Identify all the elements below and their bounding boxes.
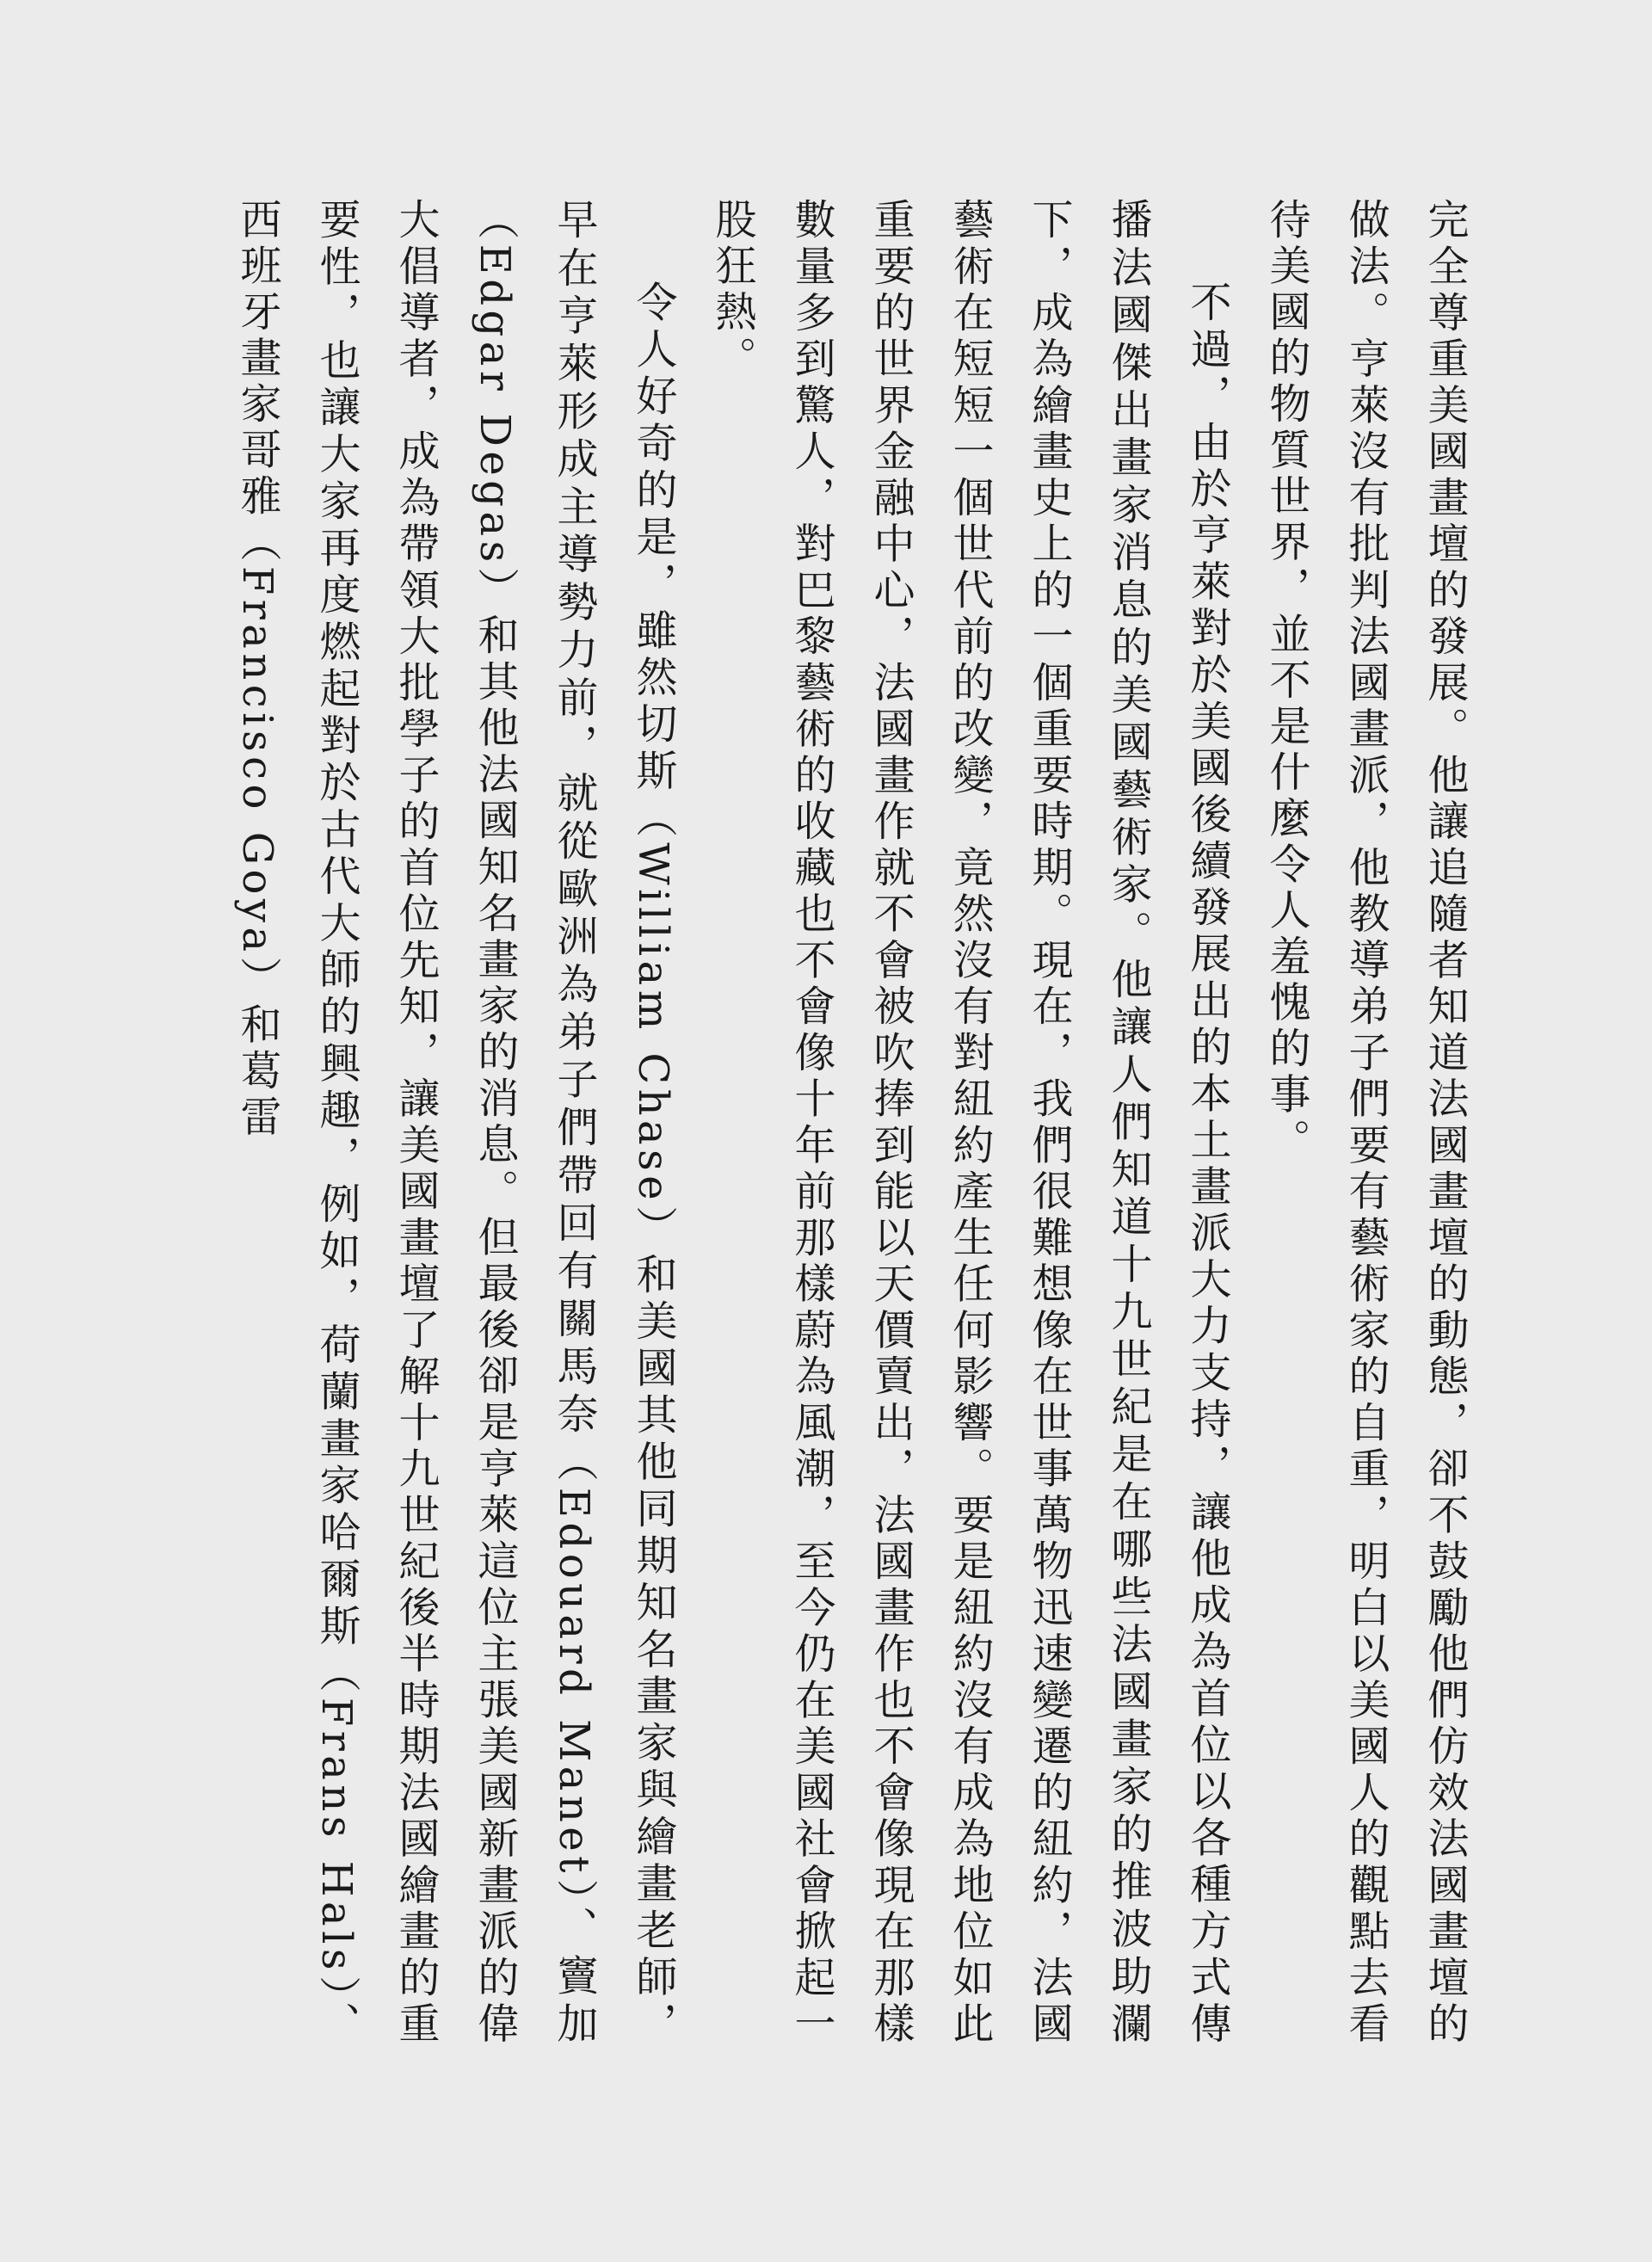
paragraph-1: 完全尊重美國畫壇的發展。他讓追隨者知道法國畫壇的動態，卻不鼓勵他們仿效法國畫壇的做法。亨萊沒有批判法國畫派，他教導弟子們要有藝術家的自重，明白以美國人的觀點去看待美國的物質世界，並不是什麼令人羞愧的事。 [1262, 198, 1469, 2048]
paragraph-3: 令人好奇的是，雖然切斯（William Chase）和美國其他同期知名畫家與繪畫老師，早在亨萊形成主導勢力前，就從歐洲為弟子們帶回有關馬奈（Edouard Manet）、竇加（Edgar Degas）和其他法國知名畫家的消息。但最後卻是亨萊這位主張美國新畫派的偉大倡導者，成為帶領大批學子的首位先知，讓美國畫壇了解十九世紀後半時期法國繪畫的重要性，也讓大家再度燃起對於古代大師的興趣，例如，荷蘭畫家哈爾斯（Frans Hals）、西班牙畫家哥雅（Francisco Goya）和葛雷 [233, 198, 677, 2048]
vertical-text-body [218, 198, 1484, 2048]
paragraph-2: 不過，由於亨萊對於美國後續發展出的本土畫派大力支持，讓他成為首位以各種方式傳播法國傑出畫家消息的美國藝術家。他讓人們知道十九世紀是在哪些法國畫家的推波助瀾下，成為繪畫史上的一個重要時期。現在，我們很難想像在世事萬物迅速變遷的紐約，法國藝術在短短一個世代前的改變，竟然沒有對紐約產生任何影響。要是紐約沒有成為地位如此重要的世界金融中心，法國畫作就不會被吹捧到能以天價賣出，法國畫作也不會像現在那樣數量多到驚人，對巴黎藝術的收藏也不會像十年前那樣蔚為風潮，至今仍在美國社會掀起一股狂熱。 [708, 198, 1231, 2048]
